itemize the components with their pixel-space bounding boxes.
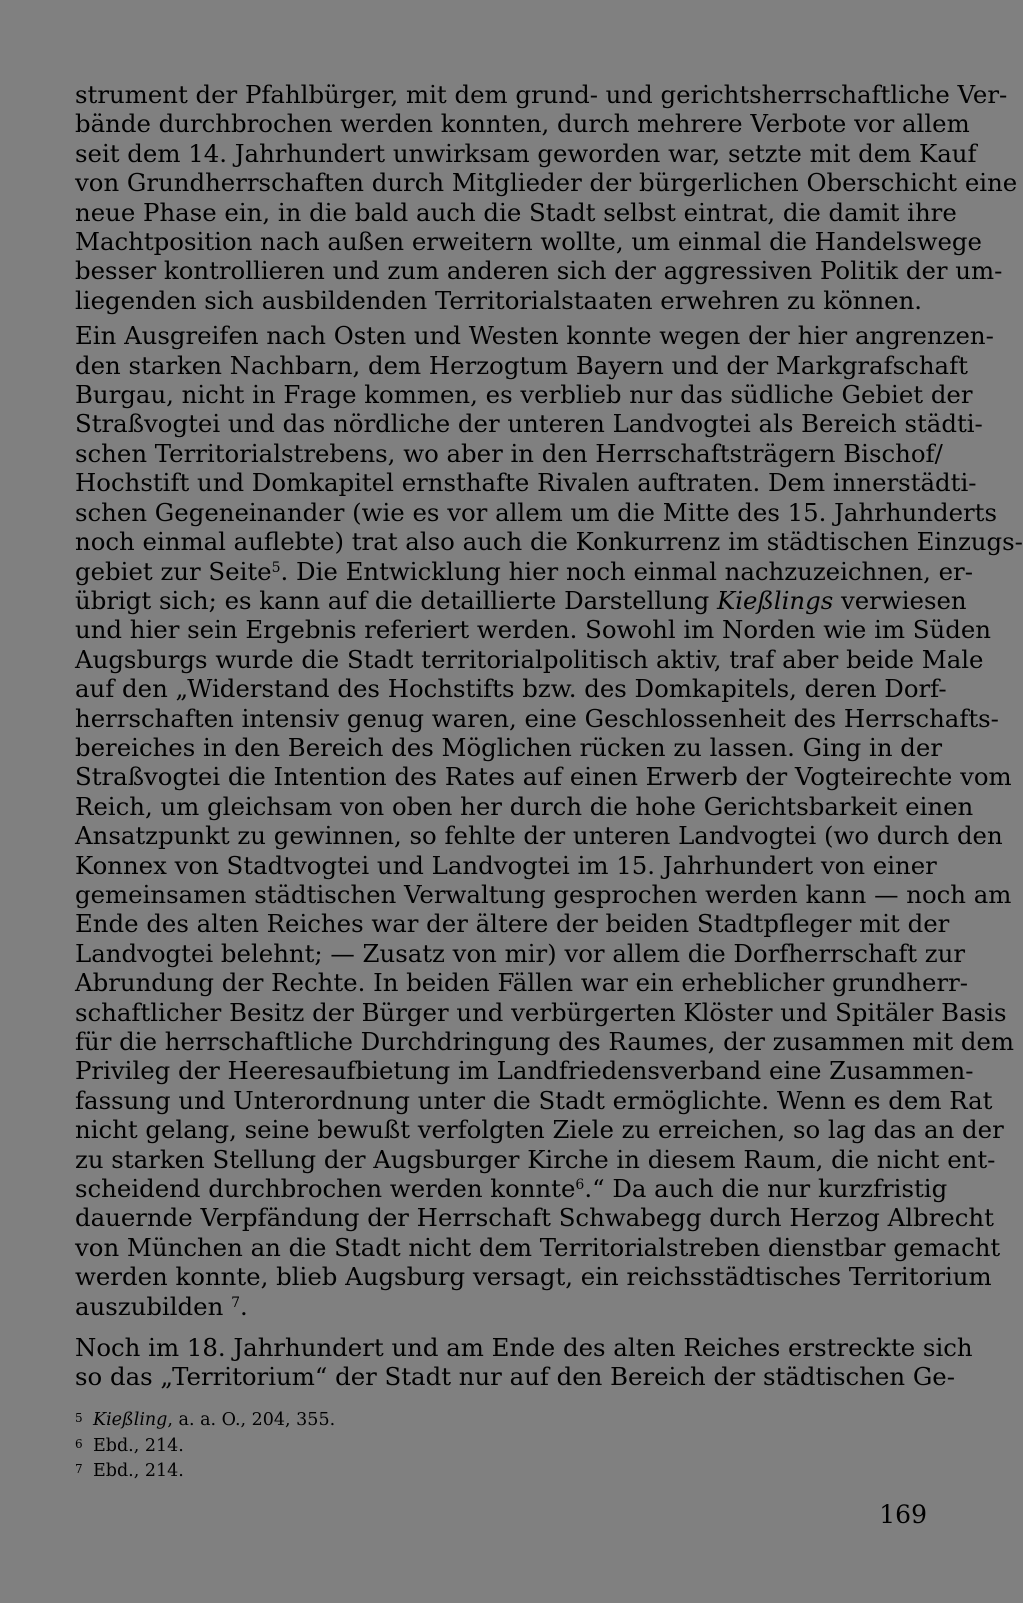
text-line: so das „Territorium“ der Stadt nur auf den Bereich der städtischen Ge- (75, 1362, 955, 1392)
text-line (75, 1292, 920, 1321)
text-line: Konnex von Stadtvogtei und Landvogtei im 15. Jahrhundert von einer (75, 850, 937, 880)
text-line: Noch im 18. Jahrhundert und am Ende des alten Reiches erstreckte sich (75, 1333, 973, 1363)
text-line: schen Territorialstrebens, wo aber in den Herrschaftsträgern Bischof/ (75, 438, 943, 468)
author-reference: Kießlings (717, 585, 834, 615)
body-text (75, 80, 1023, 1392)
text-line: Landvogtei belehnt; — Zusatz von mir) vor allem die Dorfherrschaft zur (75, 938, 965, 968)
text-segment: übrigt sich; es kann auf die detaillierte Darstellung (75, 585, 718, 615)
text-line: Straßvogtei und das nördliche der unteren Landvogtei als Bereich städti- (75, 409, 983, 439)
text-line (75, 556, 973, 586)
footnotes (75, 1407, 335, 1484)
footnote-number: 7 (75, 1462, 83, 1476)
text-line: Burgau, nicht in Frage kommen, es verblieb nur das südliche Gebiet der (75, 380, 973, 410)
text-segment: verwiesen (833, 585, 967, 615)
book-page (75, 80, 1023, 1529)
text-line: den starken Nachbarn, dem Herzogtum Bayern und der Markgrafschaft (75, 350, 968, 380)
text-line: neue Phase ein, in die bald auch die Stadt selbst eintrat, die damit ihre (75, 197, 957, 227)
text-line: Privileg der Heeresaufbietung im Landfriedensverband eine Zusammen- (75, 1056, 974, 1086)
text-line: herrschaften intensiv genug waren, eine Geschlossenheit des Herrschafts- (75, 703, 999, 733)
footnote-number: 5 (75, 1411, 83, 1425)
text-line: und hier sein Ergebnis referiert werden. Sowohl im Norden wie im Süden (75, 615, 991, 645)
text-line: liegenden sich ausbildenden Territorialstaaten erwehren zu können. (75, 285, 923, 315)
text-segment: gebiet zur Seite (75, 556, 272, 586)
text-line: dauernde Verpfändung der Herrschaft Schwabegg durch Herzog Albrecht (75, 1203, 994, 1233)
footnote-text: Ebd., 214. (93, 1435, 184, 1456)
footnote-reference[interactable]: 5 (271, 559, 281, 576)
text-line: zu starken Stellung der Augsburger Kirche in diesem Raum, die nicht ent- (75, 1144, 996, 1174)
footnote-reference[interactable]: 6 (575, 1177, 585, 1194)
text-line: gemeinsamen städtischen Verwaltung gesprochen werden kann — noch am (75, 879, 1012, 909)
text-line: schen Gegeneinander (wie es vor allem um die Mitte des 15. Jahrhunderts (75, 497, 997, 527)
text-line: Reich, um gleichsam von oben her durch die hohe Gerichtsbarkeit einen (75, 791, 974, 821)
text-line: Abrundung der Rechte. In beiden Fällen war ein erheblicher grundherr- (75, 968, 969, 998)
footnote (75, 1458, 335, 1484)
text-line: fassung und Unterordnung unter die Stadt ermöglichte. Wenn es dem Rat (75, 1085, 993, 1115)
footnote-text: , a. a. O., 204, 355. (167, 1410, 336, 1430)
text-line: strument der Pfahlbürger, mit dem grund- und gerichtsherrschaftliche Ver- (75, 80, 1008, 109)
text-line: bereiches in den Bereich des Möglichen rücken zu lassen. Ging in der (75, 732, 942, 762)
text-line: Hochstift und Domkapitel ernsthafte Rivalen auftraten. Dem innerstädti- (75, 468, 977, 498)
text-line: besser kontrollieren und zum anderen sich der aggressiven Politik der um- (75, 256, 1003, 286)
text-line: von Grundherrschaften durch Mitglieder der bürgerlichen Oberschicht eine (75, 168, 1018, 198)
text-segment: auszubilden (75, 1291, 232, 1321)
footnote (75, 1407, 335, 1433)
text-segment: . Die Entwicklung hier noch einmal nachzuzeichnen, er- (280, 556, 973, 586)
footnote-number: 6 (75, 1436, 83, 1451)
text-line: noch einmal auflebte) trat also auch die Konkurrenz im städtischen Einzugs- (75, 527, 1023, 557)
text-line: Machtposition nach außen erweitern wollte, um einmal die Handelswege (75, 227, 982, 257)
text-line: Augsburgs wurde die Stadt territorialpolitisch aktiv, traf aber beide Male (75, 644, 984, 674)
footnote (75, 1433, 335, 1459)
text-line: werden konnte, blieb Augsburg versagt, ein reichsstädtisches Territorium (75, 1262, 992, 1292)
text-line: von München an die Stadt nicht dem Territorialstreben dienstbar gemacht (75, 1232, 1001, 1262)
text-line (75, 1174, 948, 1204)
text-line: Ein Ausgreifen nach Osten und Westen konnte wegen der hier angrenzen- (75, 321, 994, 351)
text-line: bände durchbrochen werden konnten, durch mehrere Verbote vor allem (75, 109, 970, 139)
paragraph (75, 80, 1018, 315)
text-segment: scheidend durchbrochen werden konnte (75, 1174, 576, 1204)
footnote-reference[interactable]: 7 (231, 1294, 240, 1311)
paragraph (75, 321, 1023, 1321)
footnote-author: Kießling (93, 1410, 168, 1430)
page-number: 169 (879, 1500, 927, 1529)
paragraph (75, 1333, 973, 1392)
text-line: für die herrschaftliche Durchdringung des Raumes, der zusammen mit dem (75, 1027, 1015, 1056)
text-line: auf den „Widerstand des Hochstifts bzw. des Domkapitels, deren Dorf- (75, 674, 947, 704)
text-line: Ende des alten Reiches war der ältere der beiden Stadtpfleger mit der (75, 909, 950, 939)
text-line: schaftlicher Besitz der Bürger und verbürgerten Klöster und Spitäler Basis (75, 997, 1007, 1027)
text-segment: . (239, 1291, 248, 1321)
text-segment: .“ Da auch die nur kurzfristig (584, 1174, 948, 1204)
footnote-text: Ebd., 214. (93, 1461, 184, 1481)
text-line: nicht gelang, seine bewußt verfolgten Ziele zu erreichen, so lag das an der (75, 1115, 1004, 1145)
text-line: Straßvogtei die Intention des Rates auf einen Erwerb der Vogteirechte vom (75, 762, 1012, 792)
text-line: Ansatzpunkt zu gewinnen, so fehlte der unteren Landvogtei (wo durch den (75, 821, 1003, 851)
text-line: seit dem 14. Jahrhundert unwirksam geworden war, setzte mit dem Kauf (75, 138, 977, 168)
text-line (75, 585, 967, 615)
